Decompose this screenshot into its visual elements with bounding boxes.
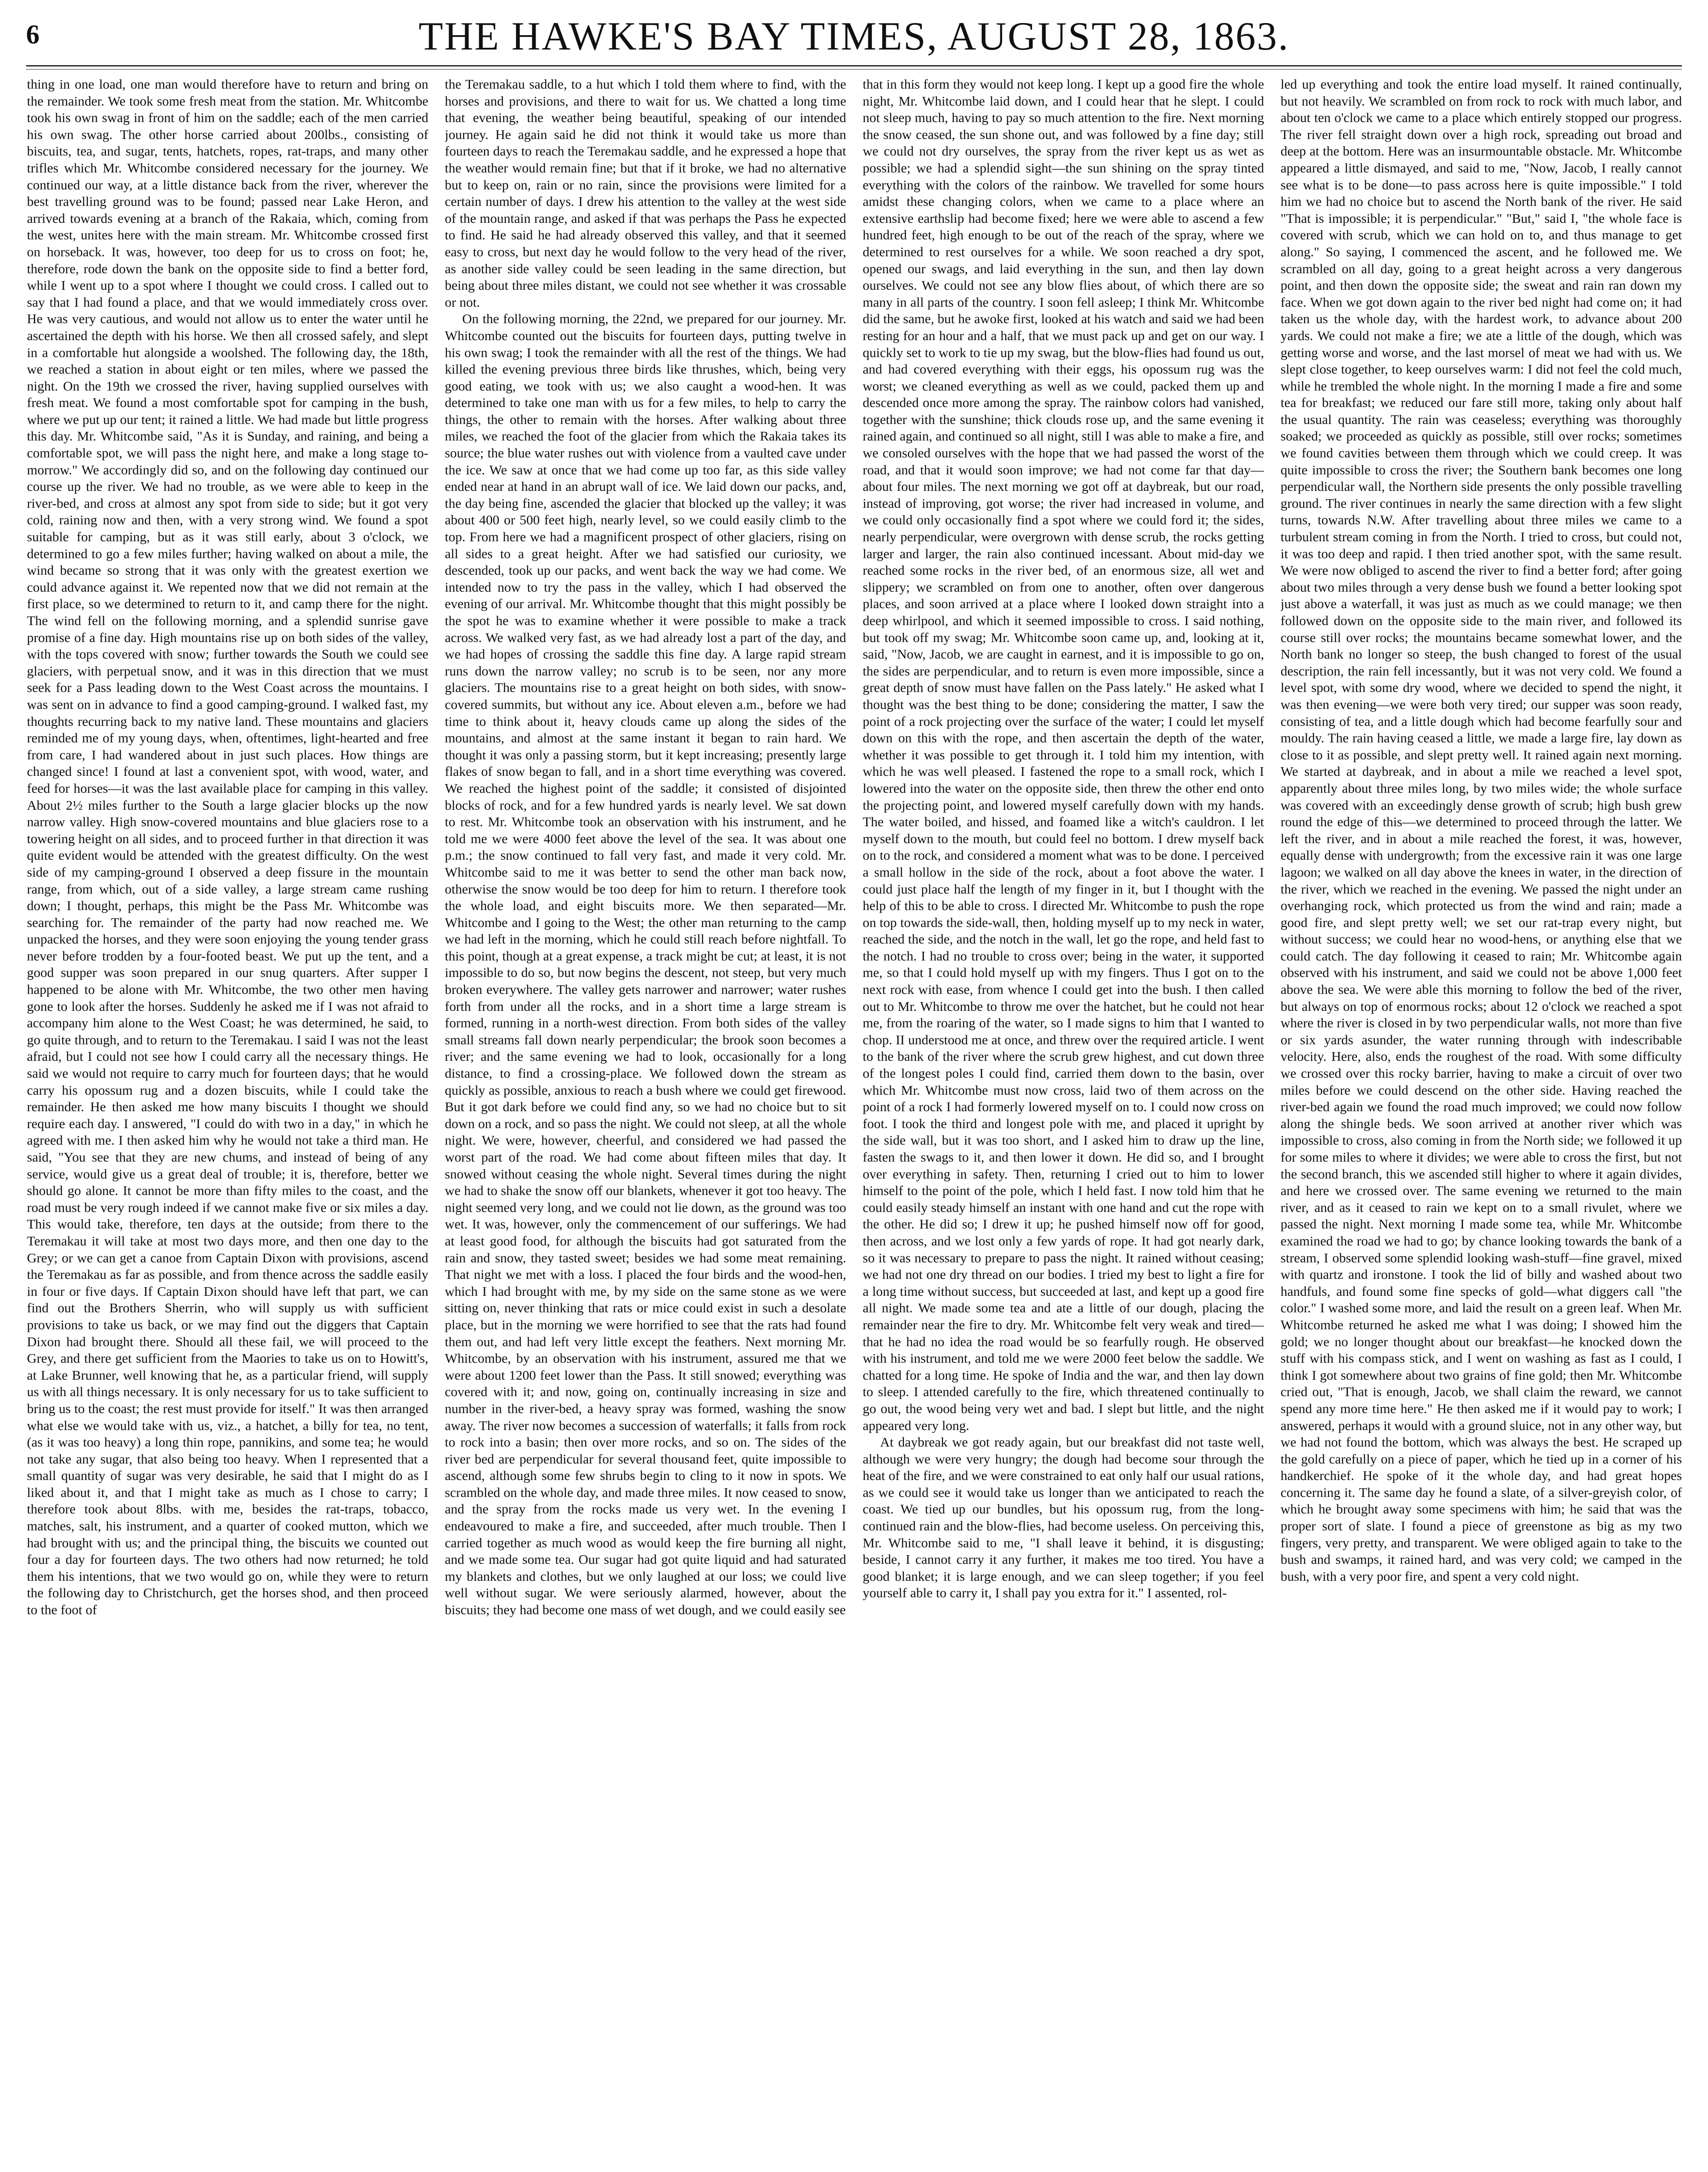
column-1 [27,76,428,2172]
paragraph: At daybreak we got ready again, but our breakfast did not taste well, although we were very hungry; the dough had become sour through the heat of the fire, and we were constrained to eat only half our usual rations, as we could see it would take us longer than we anticipated to reach the coast. We tied up our bundles, but his opossum rug, from the long-continued rain and the blow-flies, had become useless. On perceiving this, Mr. Whitcombe said to me, "I shall leave it behind, it is disgusting; beside, I cannot carry it any further, it makes me too tired. You have a good blanket; it is large enough, and we can sleep together; if you feel yourself able to carry it, I shall pay you extra for it." I assented, rol- [863,1434,1264,1601]
paragraph: led up everything and took the entire load myself. It rained continually, but not heavily. We scrambled on from rock to rock with much labor, and about ten o'clock we came to a place which entirely stopped our progress. The river fell straight down over a high rock, spreading out broad and deep at the bottom. Here was an insurmountable obstacle. Mr. Whitcombe appeared a little dismayed, and said to me, "Now, Jacob, I really cannot see what is to be done—to pass across here is quite impossible." I told him we had no choice but to ascend the North bank of the river. He said "That is impossible; it is perpendicular." "But," said I, "the whole face is covered with scrub, which we can hold on to, and thus manage to get along." So saying, I commenced the ascent, and he followed me. We scrambled on all day, going to a great height across a very dangerous point, and then down the opposite side; the sweat and rain ran down my face. When we got down again to the river bed night had come on; it had taken us the whole day, with the hardest work, to advance about 200 yards. We could not make a fire; we ate a little of the dough, which was getting worse and worse, and the last morsel of meat we had with us. We slept close together, to keep ourselves warm: I did not feel the cold much, while he trembled the whole night. In the morning I made a fire and some tea for breakfast; we reduced our fare still more, taking only about half the usual quantity. The rain was ceaseless; everything was thoroughly soaked; we proceeded as quickly as possible, still over rocks; sometimes we found cavities between them through which we could creep. It was quite impossible to cross the river; the Southern bank becomes one long perpendicular wall, the Northern side presents the only possible travelling ground. The river continues in nearly the same direction with a few slight turns, towards N.W. After travelling about three miles we came to a turbulent stream coming in from the North. I tried to cross, but could not, it was too deep and rapid. I then tried another spot, with the same result. We were now obliged to ascend the river to find a better ford; after going about two miles through a very dense bush we found a better looking spot just above a waterfall, it was just as much as we could manage; we then followed down on the opposite side to the main river, and followed its course still over rocks; the mountains became somewhat lower, and the North bank no longer so steep, the bush changed to forest of the usual description, the rain fell incessantly, but it was not very cold. We found a level spot, with some dry wood, where we decided to spend the night, it was then evening—we were both very tired; our supper was soon ready, consisting of tea, and a little dough which had become fearfully sour and mouldy. The rain having ceased a little, we made a large fire, lay down as close to it as possible, and slept pretty well. It rained again next morning. We started at daybreak, and in about a mile we reached a level spot, apparently about three miles long, by two miles wide; the whole surface was covered with an exceedingly dense growth of scrub; high bush grew round the edge of this—we determined to proceed through the latter. We left the river, and in about a mile reached the forest, it was, however, equally dense with undergrowth; from the excessive rain it was one large lagoon; we walked on all day above the knees in water, in the direction of the river, which we reached in the evening. We passed the night under an overhanging rock, which protected us from the wind and rain; made a good fire, and slept pretty well; we set our rat-trap every night, but without success; we could hear no wood-hens, or anything else that we could catch. The day following it ceased to rain; Mr. Whitcombe again observed with his instrument, and said we could not be above 1,000 feet above the sea. We were able this morning to follow the bed of the river, but always on top of enormous rocks; about 12 o'clock we reached a spot where the river is closed in by two perpendicular walls, not more than five or six yards asunder, the water running through with indescribable velocity. Here, also, ends the roughest of the road. With some difficulty we crossed over this rocky barrier, having to make a circuit of over two miles before we could descend on the other side. Having reached the river-bed again we found the road much improved; we could now follow along the shingle beds. We soon arrived at another river which was impossible to cross, also coming in from the North side; we followed it up for some miles to where it divides; we were able to cross the first, but not the second branch, this we ascended still higher to where it again divides, and here we crossed over. The same evening we returned to the main river, and as it ceased to rain we kept on to a small rivulet, where we passed the night. Next morning I made some tea, while Mr. Whitcombe examined the road we had to go; by chance looking towards the bank of a stream, I observed some splendid looking wash-stuff—fine gravel, mixed with quartz and ironstone. I took the lid of billy and washed about two handfuls, and found some fine specks of gold—what diggers call "the color." I washed some more, and laid the result on a green leaf. When Mr. Whitcombe returned he asked me what I was doing; I showed him the gold; we no longer thought about our breakfast—he knocked down the stuff with his compass stick, and I went on washing as fast as I could, I think I got somewhere about two grains of fine gold; then Mr. Whitcombe cried out, "That is enough, Jacob, we shall claim the reward, we cannot spend any more time here." He then asked me if it would pay to work; I answered, perhaps it would with a ground sluice, not in any other way, but we had not found the bottom, which was always the best. He scraped up the gold carefully on a piece of paper, which he tied up in a corner of his handkerchief. He spoke of it the whole day, and had great hopes concerning it. The same day he found a slate, of a silver-greyish color, of which he brought away some specimens with him; he said that was the proper sort of slate. I found a piece of greenstone as big as my two fingers, very pretty, and transparent. We were obliged again to take to the bush and swamps, it rained hard, and was very cold; we camped in the bush, with a very poor fire, and spent a very cold night. [1281,76,1682,1584]
paragraph: the Teremakau saddle, to a hut which I told them where to find, with the horses and provisions, and there to wait for us. We chatted a long time that evening, the weather being beautiful, speaking of our intended journey. He again said he did not think it would take us more than fourteen days to reach the Teremakau saddle, and he expressed a hope that the weather would remain fine; but that if it broke, we had no alternative but to keep on, rain or no rain, since the provisions were limited for a certain number of days. I drew his attention to the valley at the west side of the mountain range, and asked if that was perhaps the Pass he expected to find. He said he had already observed this valley, and that it seemed easy to cross, but next day he would follow to the very head of the river, as another side valley could be seen leading in the same direction, but being about three miles distant, we could not see whether it was crossable or not. [445,76,846,310]
paragraph: thing in one load, one man would therefore have to return and bring on the remainder. We took some fresh meat from the station. Mr. Whitcombe took his own swag in front of him on the saddle; each of the men carried his own swag. The other horse carried about 200lbs., consisting of biscuits, tea, and sugar, tents, hatchets, ropes, rat-traps, and many other trifles which Mr. Whitcombe considered necessary for the journey. We continued our way, at a little distance back from the river, wherever the best travelling ground was to be found; passed near Lake Heron, and arrived towards evening at a branch of the Rakaia, which, coming from the west, unites here with the main stream. Mr. Whitcombe crossed first on horseback. It was, however, too deep for us to cross on foot; he, therefore, rode down the bank on the opposite side to find a better ford, while I went up to a spot where I thought we could cross. I called out to say that I had found a place, and that we would immediately cross over. He was very cautious, and would not allow us to enter the water until he ascertained the depth with his horse. We then all crossed safely, and slept in a comfortable hut alongside a woolshed. The following day, the 18th, we reached a station in about eight or ten miles, where we passed the night. On the 19th we crossed the river, having supplied ourselves with fresh meat. We found a most comfortable spot for camping in the bush, where we put up our tent; it rained a little. We had made but little progress this day. Mr. Whitcombe said, "As it is Sunday, and raining, and being a comfortable spot, we will pass the night here, and make a long stage to-morrow." We accordingly did so, and on the following day continued our course up the river. We had no trouble, as we were able to keep in the river-bed, and cross at almost any spot from side to side; but it got very cold, raining now and then, with a very strong wind. We found a spot suitable for camping, but as it was still early, about 3 o'clock, we determined to go a few miles further; having walked on about a mile, the wind became so strong that it was only with the greatest exertion we could advance against it. We repented now that we did not remain at the first place, so we determined to return to it, and camp there for the night. The wind fell on the following morning, and a splendid sunrise gave promise of a fine day. High mountains rise up on both sides of the valley, with the tops covered with snow; further towards the South we could see glaciers, with perpetual snow, and it was in this direction that we must seek for a Pass leading down to the West Coast across the mountains. I was sent on in advance to find a good camping-ground. I walked fast, my thoughts recurring back to my native land. These mountains and glaciers reminded me of my young days, when, oftentimes, light-hearted and free from care, I had wandered about in just such places. How things are changed since! I found at last a convenient spot, with wood, water, and feed for horses—it was the last available place for camping in this valley. About 2½ miles further to the South a large glacier blocks up the now narrow valley. High snow-covered mountains and blue glaciers rose to a towering height on all sides, and to proceed further in that direction it was quite evident would be attended with the greatest difficulty. On the west side of my camping-ground I observed a deep fissure in the mountain range, from which, out of a side valley, a large stream came rushing down; I thought, perhaps, this might be the Pass Mr. Whitcombe was searching for. The remainder of the party had now reached me. We unpacked the horses, and they were soon enjoying the young tender grass never before trodden by a four-footed beast. We put up the tent, and a good supper was soon prepared in our snug quarters. After supper I happened to be alone with Mr. Whitcombe, the two other men having gone to look after the horses. Suddenly he asked me if I was not afraid to accompany him alone to the West Coast; he was determined, he said, to go quite through, and to return to the Teremakau. I said I was not the least afraid, but I could not see how I could carry all the necessary things. He said we would not require to carry much for fourteen days; that he would carry his opossum rug and a dozen biscuits, while I could take the remainder. He then asked me how many biscuits I thought we should require each day. I answered, "I could do with two in a day," in which he agreed with me. I then asked him why he would not take a third man. He said, "You see that they are new chums, and instead of being of any service, would give us a great deal of trouble; it is, therefore, better we should go alone. It cannot be more than fifty miles to the coast, and the road must be very rough indeed if we cannot make five or six miles a day. This would take, therefore, ten days at the outside; from there to the Teremakau it will take at most two days more, and then one day to the Grey; or we can get a canoe from Captain Dixon with provisions, ascend the Teremakau as far as possible, and from thence across the saddle easily in four or five days. If Captain Dixon should have left that part, we can find out the Brothers Sherrin, who will supply us with sufficient provisions to take us back, or we may find out the diggers that Captain Dixon had brought there. Should all these fail, we will proceed to the Grey, and there get sufficient from the Maories to take us on to Howitt's, at Lake Brunner, well knowing that he, as a particular friend, will supply us with all things necessary. It is only necessary for us to take sufficient to bring us to the coast; the rest must provide for itself." It was then arranged what else we would take with us, viz., a hatchet, a billy for tea, no tent, (as it was too heavy) a long thin rope, pannikins, and some tea; he would not take any sugar, that also being too heavy. When I represented that a small quantity of sugar was very desirable, he said that I might do as I liked about it, and that I might take as much as I chose to carry; I therefore took about 8lbs. with me, besides the rat-traps, tobacco, matches, salt, his instrument, and a quarter of cooked mutton, which we had brought with us; and the principal thing, the biscuits we counted out four a day for fourteen days. The two others had now returned; he told them his intentions, that we two would go on, while they were to return the following day to Christchurch, get the horses shod, and then proceed to the foot of [27,76,428,1618]
column-2 [445,76,846,2172]
column-3 [863,76,1264,2172]
masthead-rule [26,65,1682,70]
article-columns [27,76,1682,2172]
column-4 [1281,76,1682,2172]
masthead [0,0,1708,65]
newspaper-title: THE HAWKE'S BAY TIMES, AUGUST 28, 1863. [418,14,1290,58]
paragraph: that in this form they would not keep long. I kept up a good fire the whole night, Mr. Whitcombe laid down, and I could hear that he slept. I could not sleep much, having to pay so much attention to the fire. Next morning the snow ceased, the sun shone out, and was followed by a fine day; still we could not dry ourselves, the spray from the river kept us as wet as possible; we had a splendid sight—the sun shining on the spray tinted everything with the colors of the rainbow. We travelled for some hours amidst these changing colors, when we came to a place where an extensive earthslip had become fixed; here we were able to ascend a few hundred feet, high enough to be out of the reach of the spray, where we determined to rest ourselves for a while. We soon reached a dry spot, opened our swags, and laid everything in the sun, and then lay down ourselves. We could not see any blow flies about, of which there are so many in all parts of the country. I soon fell asleep; I think Mr. Whitcombe did the same, but he awoke first, looked at his watch and said we had been resting for an hour and a half, that we must pack up and get on our way. I quickly set to work to tie up my swag, but the blow-flies had found us out, and had covered everything with their eggs, his opossum rug was the worst; we cleaned everything as well as we could, packed them up and descended once more among the spray. The rainbow colors had vanished, together with the sunshine; thick clouds rose up, and the same evening it rained again, and continued so all night, still I was able to make a fire, and we consoled ourselves with the hope that we had passed the worst of the road, and that it would soon improve; we had not come far that day—about four miles. The next morning we got off at daybreak, but our road, instead of improving, got worse; the river had increased in volume, and we could only occasionally find a spot where we could ford it; the sides, nearly perpendicular, were overgrown with dense scrub, the rocks getting larger and larger, the rain also continued incessant. About mid-day we reached some rocks in the river bed, of an enormous size, all wet and slippery; we scrambled on from one to another, often over dangerous places, and soon arrived at a place where I looked down straight into a deep whirlpool, and which it seemed impossible to cross. I said nothing, but took off my swag; Mr. Whitcombe soon came up, and, looking at it, said, "Now, Jacob, we are caught in earnest, and it is impossible to go on, the sides are perpendicular, and to return is even more impossible, since a great depth of snow must have fallen on the Pass lately." He asked what I thought was the best thing to be done; considering the matter, I saw the point of a rock projecting over the surface of the water; I could let myself down on this with the rope, and then ascertain the depth of the water, whether it was possible to get through it. I told him my intention, with which he was well pleased. I fastened the rope to a small rock, which I lowered into the water on the opposite side, then threw the other end onto the projecting point, and lowered myself carefully down with my hands. The water boiled, and hissed, and foamed like a witch's cauldron. I let myself down to the mouth, but could feel no bottom. I drew myself back on to the rock, and considered a moment what was to be done. I perceived a small hollow in the side of the rock, about a foot above the water. I could just place half the length of my finger in it, but I thought with the help of this to be able to cross. I directed Mr. Whitcombe to push the rope on top towards the side-wall, then, holding myself up to my neck in water, reached the side, and the notch in the wall, let go the rope, and held fast to the notch. I had no trouble to cross over; being in the water, it supported me, so that I could hold myself up with my fingers. Thus I got on to the next rock with ease, from whence I could get into the bush. I then called out to Mr. Whitcombe to throw me over the hatchet, but he could not hear me, from the roaring of the water, so I made signs to him that I wanted to chop. II understood me at once, and threw over the required article. I went to the bank of the river where the scrub grew highest, and cut down three of the longest poles I could find, carried them down to the basin, over which Mr. Whitcombe must now cross, laid two of them across on the point of a rock I had formerly lowered myself on to. I could now cross on foot. I took the third and longest pole with me, and placed it upright by the side wall, but it was too short, and I asked him to draw up the line, fasten the swags to it, and then lower it down. He did so, and I brought over everything in safety. Then, returning I cried out to him to lower himself to the point of the pole, which I held fast. I now told him that he could easily steady himself an instant with one hand and cut the rope with the other. He did so; I drew it up; he pushed himself now off for good, then across, and we lost only a few yards of rope. It had got nearly dark, so it was necessary to prepare to pass the night. It rained without ceasing; we had not one dry thread on our bodies. I tried my best to light a fire for a long time without success, but succeeded at last, and kept up a good fire all night. We made some tea and ate a little of our dough, placing the remainder near the fire to dry. Mr. Whitcombe felt very weak and tired—that he had no idea the road would be so fearfully rough. He observed with his instrument, and told me we were 2000 feet below the saddle. We chatted for a long time. He spoke of India and the war, and then lay down to sleep. I attended carefully to the fire, which threatened continually to go out, the wood being very wet and bad. I slept but little, and the night appeared very long. [863,76,1264,1433]
paragraph: On the following morning, the 22nd, we prepared for our journey. Mr. Whitcombe counted out the biscuits for fourteen days, putting twelve in his own swag; I took the remainder with all the rest of the things. We had killed the evening previous three birds like thrushes, which, being very good eating, we took with us; we also caught a wood-hen. It was determined to take one man with us for a few miles, to help to carry the things, the other to remain with the horses. After walking about three miles, we reached the foot of the glacier from which the Rakaia takes its source; the blue water rushes out with violence from a vaulted cave under the ice. We saw at once that we had come up too far, as this side valley ended near at hand in an abrupt wall of ice. We laid down our packs, and, the day being fine, ascended the glacier that blocked up the valley; it was about 400 or 500 feet high, nearly level, so we could easily climb to the top. From here we had a magnificent prospect of other glaciers, rising on all sides to a great height. After we had satisfied our curiosity, we descended, took up our packs, and went back the way we had come. We intended now to try the pass in the valley, which I had observed the evening of our arrival. Mr. Whitcombe thought that this might possibly be the spot he was to examine whether it were possible to make a track across. We walked very fast, as we had already lost a part of the day, and we had hopes of crossing the saddle this fine day. A large rapid stream runs down the narrow valley; no scrub is to be seen, nor any more glaciers. The mountains rise to a great height on both sides, with snow-covered summits, but without any ice. About eleven a.m., before we had time to think about it, heavy clouds came up along the sides of the mountains, and almost at the same instant it began to rain hard. We thought it was only a passing storm, but it kept increasing; presently large flakes of snow began to fall, and in a short time everything was covered. We reached the highest point of the saddle; it consisted of disjointed blocks of rock, and for a few hundred yards is nearly level. We sat down to rest. Mr. Whitcombe took an observation with his instrument, and he told me we were 4000 feet above the level of the sea. It was about one p.m.; the snow continued to fall very fast, and made it very cold. Mr. Whitcombe said to me it was better to send the other man back now, otherwise the snow would be too deep for him to return. I therefore took the whole load, and eight biscuits more. We then separated—Mr. Whitcombe and I going to the West; the other man returning to the camp we had left in the morning, which he could still reach before nightfall. To this point, though at a great expense, a track might be cut; at least, it is not impossible to do so, but now begins the descent, not steep, but very much broken everywhere. The valley gets narrower and narrower; water rushes forth from under all the rocks, and in a short time a large stream is formed, running in a north-west direction. From both sides of the valley small streams fall down nearly perpendicular; the brook soon becomes a river; and the same evening we had to look, occasionally for a long distance, to find a crossing-place. We followed down the stream as quickly as possible, anxious to reach a bush where we could get firewood. But it got dark before we could find any, so we had no choice but to sit down on a rock, and so pass the night. We could not sleep, at all the whole night. We were, however, cheerful, and considered we had passed the worst part of the road. We had come about fifteen miles that day. It snowed without ceasing the whole night. Several times during the night we had to shake the snow off our blankets, whenever it got too heavy. The night seemed very long, and we could not lie down, as the ground was too wet. It was, however, only the commencement of our sufferings. We had at least good food, for although the biscuits had got saturated from the rain and snow, they tasted sweet; besides we had some meat remaining. That night we met with a loss. I placed the four birds and the wood-hen, which I had brought with me, by my side on the same stone as we were sitting on, never thinking that rats or mice could exist in such a desolate place, but in the morning we were horrified to see that the rats had found them out, and had left very little except the feathers. Next morning Mr. Whitcombe, by an observation with his instrument, assured me that we were about 1200 feet lower than the Pass. It still snowed; everything was covered with it; and now, going on, continually increasing in size and number in the river-bed, a heavy spray was formed, washing the snow away. The river now becomes a succession of waterfalls; it falls from rock to rock into a basin; then over more rocks, and so on. The sides of the river bed are perpendicular for several thousand feet, quite impossible to ascend, although some few shrubs begin to cling to it now in spots. We scrambled on the whole day, and made three miles. It now ceased to snow, and the spray from the rocks made us very wet. In the evening I endeavoured to make a fire, and succeeded, after much trouble. Then I carried together as much wood as would keep the fire burning all night, and we made some tea. Our sugar had got quite liquid and had saturated my blankets and clothes, but we only laughed at our loss; we could live well without sugar. We were seriously alarmed, however, about the biscuits; they had become one mass of wet dough, and we could easily see [445,311,846,1618]
page-number: 6 [26,20,40,50]
